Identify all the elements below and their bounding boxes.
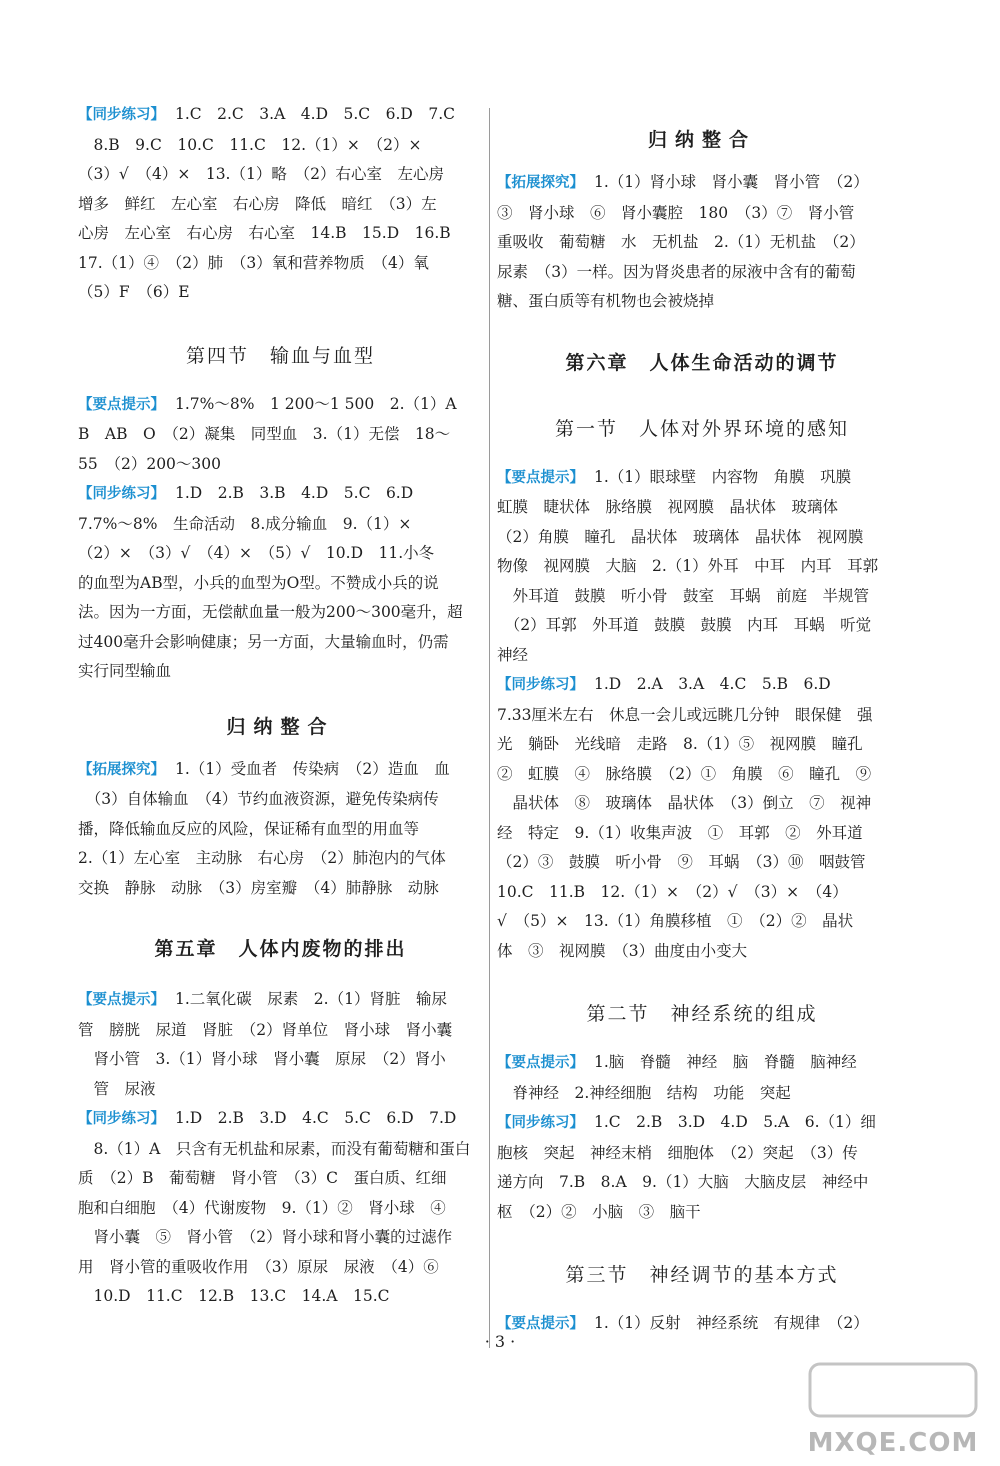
answer-line (497, 168, 907, 199)
answer-line (497, 1048, 907, 1079)
section-heading: 第一节 人体对外界环境的感知 (554, 417, 849, 440)
answer-text: 1.（1）肾小球 肾小囊 肾小管 （2） (594, 173, 869, 191)
section-tag: 【要点提示】 (78, 992, 165, 1008)
answer-line (78, 1253, 483, 1283)
answer-text: （2）耳郭 外耳道 鼓膜 鼓膜 内耳 耳蜗 听觉 (497, 616, 872, 634)
answer-text: 质 （2）B 葡萄糖 肾小管 （3）C 蛋白质、红细 (78, 1169, 447, 1187)
answer-text: 神经 (497, 645, 529, 664)
answer-line (78, 844, 483, 874)
answer-line (78, 1194, 483, 1224)
answer-text: 1.（1）受血者 传染病 （2）造血 血 (175, 759, 450, 778)
answer-line (497, 907, 907, 937)
section-tag: 【拓展探究】 (497, 175, 584, 191)
answer-line (497, 582, 907, 612)
answer-text: （3）自体输血 （4）节约血液资源，避免传染病传 (78, 790, 439, 808)
right-column (497, 100, 907, 1340)
answer-line (497, 1198, 907, 1228)
answer-text: 增多 鲜红 左心室 右心房 降低 暗红 （3）左 (78, 194, 437, 213)
answer-text: 过400毫升会影响健康；另一方面，大量输血时，仍需 (78, 632, 449, 651)
answer-line (497, 463, 907, 494)
answer-line (497, 1108, 907, 1139)
answer-text: 的血型为AB型，小兵的血型为O型。不赞成小兵的说 (78, 573, 439, 592)
answer-line (78, 190, 483, 220)
answer-line (78, 874, 483, 904)
answer-line (497, 848, 907, 878)
section-tag: 【同步练习】 (497, 677, 584, 693)
answer-line (78, 1075, 483, 1105)
section-tag: 【同步练习】 (78, 1111, 165, 1127)
answer-text: 8.（1）A 只含有无机盐和尿素，而没有葡萄糖和蛋白 (78, 1139, 471, 1158)
answer-text: 光 躺卧 光线暗 走路 8.（1）⑤ 视网膜 瞳孔 (497, 735, 863, 753)
answer-text: 尿素 （3）一样。因为肾炎患者的尿液中含有的葡萄 (497, 262, 856, 281)
left-column (78, 100, 483, 1312)
answer-text: 虹膜 睫状体 脉络膜 视网膜 晶状体 玻璃体 (497, 498, 839, 516)
answer-text: 糖、蛋白质等有机物也会被烧掉 (497, 292, 715, 310)
answer-text: 实行同型输血 (78, 662, 172, 680)
answer-text: 1.D 2.A 3.A 4.C 5.B 6.D (594, 675, 831, 693)
answer-line (78, 450, 483, 480)
answer-line (78, 249, 483, 279)
answer-line (497, 258, 907, 288)
answer-line (78, 755, 483, 786)
answer-text: 肾小囊 ⑤ 肾小管 （2）肾小球和肾小囊的过滤作 (78, 1228, 453, 1246)
answer-text: 递方向 7.B 8.A 9.（1）大脑 大脑皮层 神经中 (497, 1173, 869, 1191)
section-tag: 【同步练习】 (78, 486, 165, 502)
answer-line (78, 1104, 483, 1135)
answer-line (78, 1164, 483, 1194)
answer-line (497, 1079, 907, 1109)
answer-text: 8.B 9.C 10.C 11.C 12.（1）× （2）× (78, 135, 422, 154)
answer-line (497, 523, 907, 553)
answer-line (78, 1282, 483, 1312)
answer-line (497, 552, 907, 582)
answer-line (497, 701, 907, 731)
answer-line (497, 611, 907, 641)
answer-line (497, 1168, 907, 1198)
answer-text: 播，降低输血反应的风险，保证稀有血型的用血等 (78, 819, 420, 838)
answer-line (497, 493, 907, 523)
answer-text: （2）③ 鼓膜 听小骨 ⑨ 耳蜗 （3）⑩ 咽鼓管 (497, 853, 866, 871)
answer-text: 胞核 突起 神经末梢 细胞体 （2）突起 （3）传 (497, 1143, 858, 1162)
answer-line (78, 598, 483, 628)
answer-text: 交换 静脉 动脉 （3）房室瓣 （4）肺静脉 动脉 (78, 878, 439, 897)
section-tag: 【要点提示】 (497, 1055, 584, 1071)
section-heading: 第四节 输血与血型 (185, 344, 375, 367)
answer-text: 1.（1）眼球壁 内容物 角膜 巩膜 (594, 467, 852, 486)
answer-text: B AB O （2）凝集 同型血 3.（1）无偿 18～ (78, 425, 451, 443)
answer-line (497, 641, 907, 671)
chapter-heading: 第五章 人体内废物的排出 (154, 938, 407, 960)
answer-text: （2）× （3）√ （4）× （5）√ 10.D 11.小冬 (78, 544, 435, 562)
answer-line (78, 1016, 483, 1046)
answer-text: 1.脑 脊髓 神经 脑 脊髓 脑神经 (594, 1053, 857, 1071)
answer-line (78, 815, 483, 845)
answer-text: 1.C 2.C 3.A 4.D 5.C 6.D 7.C (175, 105, 456, 123)
section-tag: 【要点提示】 (78, 396, 165, 413)
summary-heading: 归纳整合 (647, 129, 756, 151)
answer-line (78, 219, 483, 249)
section-heading: 第二节 神经系统的组成 (586, 1003, 818, 1025)
answer-text: 体 ③ 视网膜 （3）曲度由小变大 (497, 941, 748, 960)
watermark-site-text: MXQE.COM (807, 1428, 979, 1458)
answer-text: 17.（1）④ （2）肺 （3）氧和营养物质 （4）氧 (78, 253, 429, 272)
answer-text: 1.C 2.B 3.D 4.D 5.A 6.（1）细 (594, 1113, 876, 1131)
answer-line (78, 278, 483, 308)
answer-text: 枢 （2）② 小脑 ③ 脑干 (497, 1202, 701, 1221)
answer-line (497, 1139, 907, 1169)
answer-text: 7.33厘米左右 休息一会儿或远眺几分钟 眼保健 强 (497, 705, 873, 724)
answer-text: 经 特定 9.（1）收集声波 ① 耳郭 ② 外耳道 (497, 823, 863, 842)
answer-line (78, 1223, 483, 1253)
answer-text: 1.D 2.B 3.D 4.C 5.C 6.D 7.D (175, 1109, 457, 1127)
answer-text: 用 肾小管的重吸收作用 （3）原尿 尿液 （4）⑥ (78, 1257, 439, 1276)
answer-text: （5）F （6）E (78, 283, 190, 301)
answer-text: 1.D 2.B 3.B 4.D 5.C 6.D (175, 484, 414, 502)
answer-line (497, 199, 907, 229)
answer-text: 晶状体 ⑧ 玻璃体 晶状体 （3）倒立 ⑦ 视神 (497, 794, 872, 812)
answer-text: 10.D 11.C 12.B 13.C 14.A 15.C (78, 1287, 390, 1305)
answer-text: 脊神经 2.神经细胞 结构 功能 突起 (497, 1083, 791, 1102)
answer-line (497, 878, 907, 908)
section-tag: 【同步练习】 (78, 107, 165, 123)
answer-line (78, 100, 483, 131)
answer-line (78, 657, 483, 687)
section-heading: 第三节 神经调节的基本方式 (565, 1264, 839, 1286)
answer-text: 胞和白细胞 （4）代谢废物 9.（1）② 肾小球 ④ (78, 1198, 446, 1217)
answer-line (497, 730, 907, 760)
answer-text: 管 膀胱 尿道 肾脏 （2）肾单位 肾小球 肾小囊 (78, 1020, 453, 1039)
answer-line (78, 131, 483, 161)
answer-line (78, 420, 483, 450)
answer-text: 1.7%～8% 1 200～1 500 2.（1）A (175, 394, 457, 413)
answer-line (78, 479, 483, 510)
page-number: · 3 · (484, 1332, 516, 1351)
answer-text: （3）√ （4）× 13.（1）略 （2）右心室 左心房 (78, 165, 444, 183)
answer-text: 法。因为一方面，无偿献血量一般为200～300毫升，超 (78, 603, 463, 621)
section-tag: 【同步练习】 (497, 1115, 584, 1131)
watermark-logo (808, 1360, 978, 1420)
answer-line (497, 228, 907, 258)
answer-text: 肾小管 3.（1）肾小球 肾小囊 原尿 （2）肾小 (78, 1050, 446, 1068)
answer-text: 10.C 11.B 12.（1）× （2）√ （3）× （4） (497, 882, 848, 901)
answer-text: 物像 视网膜 大脑 2.（1）外耳 中耳 内耳 耳郭 (497, 557, 879, 575)
section-tag: 【要点提示】 (497, 469, 584, 486)
answer-text: ③ 肾小球 ⑥ 肾小囊腔 180 （3）⑦ 肾小管 (497, 203, 855, 222)
answer-line (78, 510, 483, 540)
answer-line (497, 789, 907, 819)
answer-line (78, 539, 483, 569)
answer-line (497, 819, 907, 849)
answer-text: √ （5）× 13.（1）角膜移植 ① （2）② 晶状 (497, 912, 854, 930)
answer-line (497, 760, 907, 790)
summary-heading: 归纳整合 (226, 715, 335, 738)
answer-line (78, 785, 483, 815)
answer-text: 1.（1）反射 神经系统 有规律 （2） (594, 1314, 869, 1332)
answer-text: 7.7%～8% 生命活动 8.成分输血 9.（1）× (78, 514, 412, 533)
answer-text: （2）角膜 瞳孔 晶状体 玻璃体 晶状体 视网膜 (497, 527, 864, 546)
answer-text: 外耳道 鼓膜 听小骨 鼓室 耳蜗 前庭 半规管 (497, 586, 870, 605)
section-tag: 【要点提示】 (497, 1316, 584, 1332)
section-tag: 【拓展探究】 (78, 761, 165, 778)
answer-line (78, 985, 483, 1016)
answer-text: ② 虹膜 ④ 脉络膜 （2）① 角膜 ⑥ 瞳孔 ⑨ (497, 764, 872, 783)
answer-text: 重吸收 葡萄糖 水 无机盐 2.（1）无机盐 （2） (497, 233, 865, 251)
answer-line (78, 1135, 483, 1165)
answer-line (78, 569, 483, 599)
answer-text: 1.二氧化碳 尿素 2.（1）肾脏 输尿 (175, 990, 447, 1008)
answer-line (497, 287, 907, 317)
answer-text: 心房 左心室 右心房 右心室 14.B 15.D 16.B (78, 224, 451, 242)
answer-text: 55 （2）200～300 (78, 454, 222, 473)
answer-text: 2.（1）左心室 主动脉 右心房 （2）肺泡内的气体 (78, 849, 446, 867)
answer-line (78, 390, 483, 421)
answer-line (78, 1045, 483, 1075)
answer-text: 管 尿液 (78, 1079, 156, 1098)
column-divider (489, 108, 490, 1348)
answer-line (497, 670, 907, 701)
answer-line (78, 160, 483, 190)
chapter-heading: 第六章 人体生命活动的调节 (565, 351, 839, 374)
answer-line (497, 937, 907, 967)
answer-line (78, 628, 483, 658)
